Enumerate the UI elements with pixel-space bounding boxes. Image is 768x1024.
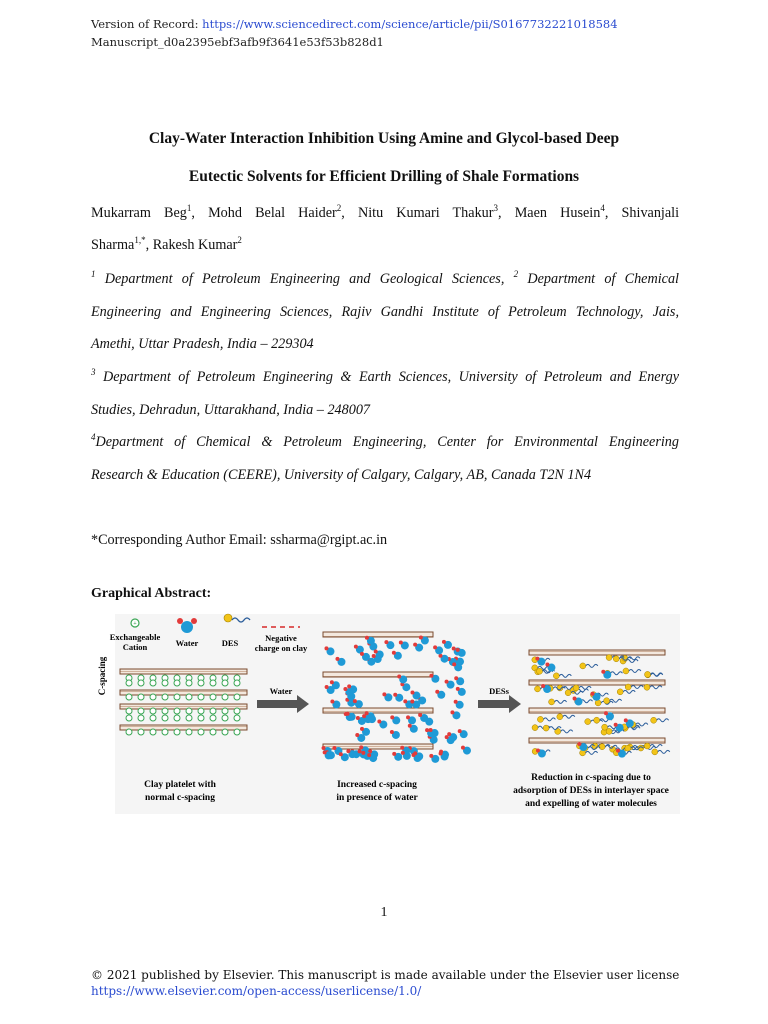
cation-mark (150, 729, 156, 735)
clay-layer (529, 708, 665, 713)
cation-mark (198, 694, 204, 700)
version-link[interactable]: https://www.sciencedirect.com/science/article/pii/S0167732221018584 (202, 17, 618, 31)
water-hydrogen (419, 636, 423, 640)
arrow-water-label: Water (269, 686, 293, 696)
version-of-record (91, 17, 618, 31)
des-molecule (594, 717, 600, 723)
cation-mark (162, 708, 168, 714)
des-molecule (617, 689, 623, 695)
graphical-abstract-figure (97, 614, 680, 814)
water-hydrogen (590, 692, 594, 696)
water-hydrogen (401, 751, 405, 755)
des-molecule (557, 714, 563, 720)
water-hydrogen (450, 710, 454, 714)
cation-mark (198, 729, 204, 735)
cation-mark (222, 680, 228, 686)
water-hydrogen (429, 728, 433, 732)
affiliation-line (91, 269, 679, 287)
water-hydrogen (541, 684, 545, 688)
water-hydrogen (355, 733, 359, 737)
water-hydrogen (445, 680, 449, 684)
license-url[interactable]: https://www.elsevier.com/open-access/userlicense/1.0/ (91, 984, 422, 998)
water-hydrogen (374, 649, 378, 653)
water-hydrogen (353, 699, 357, 703)
des-molecule (602, 724, 608, 730)
water-hydrogen (429, 674, 433, 678)
aff-text: Department of Chemical & Petroleum Engineering, Center for Environmental Engineering (95, 434, 679, 450)
cation-mark (222, 715, 228, 721)
des-molecule (543, 725, 549, 731)
water-hydrogen (573, 697, 577, 701)
des-molecule (604, 698, 610, 704)
water-hydrogen (382, 692, 386, 696)
author-sup: 1 (186, 203, 192, 213)
cation-mark (162, 729, 168, 735)
water-hydrogen (601, 670, 605, 674)
cation-mark (162, 715, 168, 721)
water-hydrogen (454, 676, 458, 680)
cation-mark (138, 680, 144, 686)
cation-mark (162, 694, 168, 700)
water-hydrogen (377, 719, 381, 723)
cation-mark (126, 715, 132, 721)
affiliation-line: Studies, Dehradun, Uttarakhand, India – 248007 (91, 402, 371, 418)
water-hydrogen (393, 693, 397, 697)
des-molecule (651, 717, 657, 723)
affiliation-line (91, 432, 679, 450)
cation-mark (174, 729, 180, 735)
caption-1-line-2: normal c-spacing (145, 793, 215, 803)
water-hydrogen (323, 750, 327, 754)
cation-mark (210, 694, 216, 700)
cation-mark (126, 708, 132, 714)
water-hydrogen (413, 643, 417, 647)
water-hydrogen (410, 700, 414, 704)
des-molecule (606, 655, 612, 661)
cation-mark (186, 715, 192, 721)
cation-mark (138, 729, 144, 735)
aff-sup: 1 (91, 269, 96, 279)
cation-mark (210, 729, 216, 735)
cation-mark (186, 729, 192, 735)
water-hydrogen (330, 680, 334, 684)
water-hydrogen (367, 753, 371, 757)
clay-layer (323, 672, 433, 677)
author-sup: 1,* (134, 235, 146, 245)
affiliation-line: Research & Education (CEERE), University of Calgary, Calgary, AB, Canada T2N 1N4 (91, 467, 592, 483)
clay-layer (323, 708, 433, 713)
des-molecule (599, 744, 605, 750)
cation-mark (222, 694, 228, 700)
aff-text: Department of Chemical (518, 271, 679, 287)
water-hydrogen (346, 749, 350, 753)
svg-text:+: + (133, 621, 137, 627)
water-hydrogen (372, 654, 376, 658)
water-hydrogen (433, 645, 437, 649)
legend-negative: Negative (265, 633, 297, 643)
water-hydrogen (324, 646, 328, 650)
version-label: Version of Record: (91, 17, 203, 31)
cation-mark (150, 715, 156, 721)
cation-mark (234, 680, 240, 686)
water-hydrogen (458, 729, 462, 733)
cation-mark (210, 715, 216, 721)
caption-1: Clay platelet with (144, 780, 216, 790)
water-hydrogen (384, 640, 388, 644)
water-hydrogen (399, 640, 403, 644)
des-molecule (645, 671, 651, 677)
author-name: Nitu Kumari Thakur (357, 205, 494, 221)
cation-mark (198, 708, 204, 714)
water-hydrogen (325, 685, 329, 689)
des-molecule (537, 716, 543, 722)
arrow-des-label: DESs (489, 686, 509, 696)
water-hydrogen (413, 751, 417, 755)
des-molecule (565, 690, 571, 696)
author-sup: 3 (493, 203, 498, 213)
des-molecule (537, 668, 543, 674)
water-hydrogen (392, 651, 396, 655)
affiliation-line: Amethi, Uttar Pradesh, India – 229304 (91, 336, 314, 352)
author-name-part: Shivanjali (621, 205, 680, 221)
water-hydrogen (346, 712, 350, 716)
cation-mark (126, 694, 132, 700)
cation-mark (210, 708, 216, 714)
clay-layer (529, 738, 665, 743)
water-hydrogen (456, 687, 460, 691)
water-hydrogen (452, 647, 456, 651)
caption-2: Increased c-spacing (337, 780, 417, 790)
author-sup: 2 (237, 235, 242, 245)
cation-mark (126, 680, 132, 686)
water-hydrogen (535, 657, 539, 661)
water-hydrogen (408, 724, 412, 728)
author-name: Mohd Belal Haider (208, 205, 337, 221)
des-molecule (625, 745, 631, 751)
legend-water: Water (175, 638, 199, 648)
cation-mark (174, 708, 180, 714)
water-hydrogen (339, 752, 343, 756)
water-hydrogen (429, 754, 433, 758)
water-hydrogen (604, 711, 608, 715)
water-hydrogen (397, 674, 401, 678)
legend-des: DES (221, 638, 239, 648)
author-sup: 4 (600, 203, 605, 213)
cation-mark (222, 708, 228, 714)
aff-text: Department of Petroleum Engineering & Earth Sciences, University of Petroleum and Energy (95, 369, 679, 385)
caption-3-line-3: and expelling of water molecules (525, 799, 657, 809)
cation-mark (234, 715, 240, 721)
water-hydrogen (392, 752, 396, 756)
water-hydrogen (435, 690, 439, 694)
water-hydrogen (445, 735, 449, 739)
water-hydrogen (390, 730, 394, 734)
license-link[interactable] (91, 984, 421, 998)
water-hydrogen (343, 687, 347, 691)
cation-mark (174, 694, 180, 700)
water-hydrogen (410, 691, 414, 695)
water-hydrogen (360, 727, 364, 731)
des-molecule (613, 656, 619, 662)
author-name: Maen Husein (514, 205, 601, 221)
des-molecule (623, 668, 629, 674)
cation-mark (234, 729, 240, 735)
figure-svg (97, 614, 680, 814)
des-molecule (549, 699, 555, 705)
des-molecule (625, 684, 631, 690)
aff-sup: 4 (91, 432, 96, 442)
affiliation-line: Engineering and Engineering Sciences, Rajiv Gandhi Institute of Petroleum Technology, Jais, (91, 304, 679, 320)
legend-cation-2: Cation (122, 642, 148, 652)
cation-mark (186, 680, 192, 686)
aff-text: Department of Petroleum Engineering and Geological Sciences, (95, 271, 514, 287)
water-hydrogen (359, 745, 363, 749)
cation-mark (150, 694, 156, 700)
water-hydrogen (577, 742, 581, 746)
author-name: Rakesh Kumar (152, 237, 238, 253)
license-text: © 2021 published by Elsevier. This manuscript is made available under the Elsevier user license (91, 968, 680, 982)
author-sup: 2 (336, 203, 342, 213)
cation-mark (198, 715, 204, 721)
author-name-part: Sharma (91, 237, 135, 253)
graphical-abstract-label: Graphical Abstract: (91, 586, 212, 601)
des-molecule (553, 673, 559, 679)
cation-mark (126, 729, 132, 735)
water-hydrogen (624, 718, 628, 722)
water-hydrogen (403, 699, 407, 703)
water-hydrogen (332, 746, 336, 750)
cation-mark (234, 694, 240, 700)
water-hydrogen (358, 749, 362, 753)
caption-2-line-2: in presence of water (336, 793, 418, 803)
affiliation-line (91, 367, 679, 385)
water-hydrogen (454, 700, 458, 704)
caption-3-line-2: adsorption of DESs in interlayer space (513, 786, 669, 796)
water-hydrogen (347, 684, 351, 688)
cation-mark (222, 729, 228, 735)
des-molecule (573, 685, 579, 691)
legend-cation: Exchangeable (109, 632, 161, 642)
water-hydrogen (322, 746, 326, 750)
paper-title-line-1: Clay-Water Interaction Inhibition Using Amine and Glycol-based Deep (148, 130, 620, 147)
des-molecule (580, 663, 586, 669)
cation-mark (138, 708, 144, 714)
cation-mark (186, 708, 192, 714)
cation-mark (186, 694, 192, 700)
des-molecule (595, 700, 601, 706)
water-hydrogen (406, 715, 410, 719)
cation-mark (138, 715, 144, 721)
des-molecule (532, 725, 538, 731)
paper-title-line-2: Eutectic Solvents for Efficient Drilling of Shale Formations (188, 168, 580, 185)
des-molecule (652, 749, 658, 755)
c-spacing-label: C-spacing (97, 656, 107, 696)
water-hydrogen (536, 749, 540, 753)
water-hydrogen (439, 752, 443, 756)
aff-sup: 3 (91, 367, 96, 377)
water-hydrogen (400, 746, 404, 750)
water-hydrogen (330, 699, 334, 703)
water-hydrogen (614, 723, 618, 727)
aff-sup: 2 (513, 269, 519, 279)
cation-mark (198, 680, 204, 686)
caption-3: Reduction in c-spacing due to (531, 773, 651, 783)
water-hydrogen (442, 640, 446, 644)
water-hydrogen (360, 652, 364, 656)
authors-line-1: Mukarram Beg$^1$, Mohd Belal Haider$^2$, Nitu Kumari Thakur$^3$, Maen Husein$^4$, Shivanjali (91, 203, 680, 221)
cation-mark (234, 708, 240, 714)
water-hydrogen (461, 746, 465, 750)
water-hydrogen (361, 751, 365, 755)
clay-layer (529, 650, 665, 655)
corresponding-author: *Corresponding Author Email: ssharma@rgipt.ac.in (91, 532, 388, 548)
cation-mark (210, 680, 216, 686)
water-hydrogen (335, 657, 339, 661)
cation-mark (150, 708, 156, 714)
clay-layer (120, 669, 247, 674)
des-molecule (585, 719, 591, 725)
des-molecule (644, 684, 650, 690)
water-hydrogen (362, 714, 366, 718)
water-hydrogen (418, 713, 422, 717)
water-hydrogen (356, 716, 360, 720)
water-hydrogen (456, 648, 460, 652)
manuscript-id: Manuscript_d0a2395ebf3afb9f3641e53f53b828d1 (91, 35, 384, 49)
water-hydrogen (545, 663, 549, 667)
water-hydrogen (390, 715, 394, 719)
clay-layer (529, 680, 665, 685)
clay-layer (323, 632, 433, 637)
legend-negative-2: charge on clay (254, 643, 308, 653)
author-name: Mukarram Beg (91, 205, 187, 221)
page-number: 1 (380, 905, 388, 920)
cation-mark (138, 694, 144, 700)
water-hydrogen (365, 636, 369, 640)
des-molecule (535, 686, 541, 692)
cation-mark (150, 680, 156, 686)
des-molecule (592, 743, 598, 749)
water-hydrogen (616, 749, 620, 753)
water-hydrogen (425, 728, 429, 732)
cation-mark (174, 715, 180, 721)
water-hydrogen (354, 645, 358, 649)
cation-mark (162, 680, 168, 686)
cation-mark (174, 680, 180, 686)
water-hydrogen (452, 662, 456, 666)
authors-line-2: Sharma$^{1,*}$, Rakesh Kumar$^2$ (91, 235, 242, 253)
des-molecule (644, 743, 650, 749)
